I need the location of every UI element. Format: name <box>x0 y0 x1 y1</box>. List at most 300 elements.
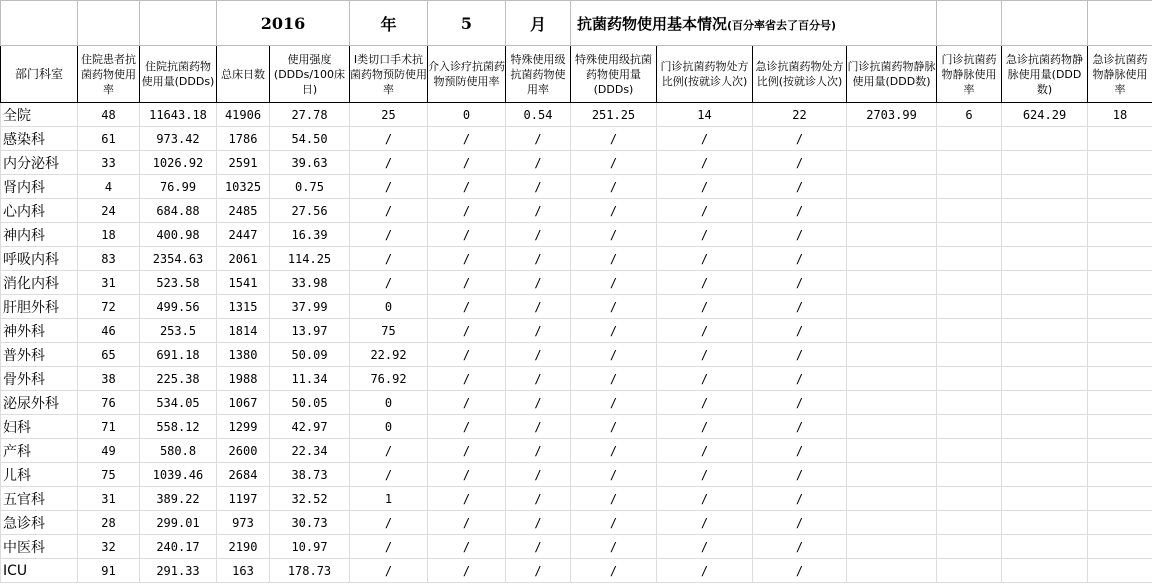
table-row <box>1 511 1152 535</box>
value-cell: 2703.99 <box>847 103 937 127</box>
value-cell <box>847 319 937 343</box>
value-cell: / <box>350 271 428 295</box>
value-cell <box>1002 319 1088 343</box>
value-cell: / <box>428 151 506 175</box>
value-cell <box>1088 295 1152 319</box>
value-cell <box>937 391 1002 415</box>
value-cell: 41906 <box>217 103 270 127</box>
value-cell <box>1088 271 1152 295</box>
value-cell: / <box>657 151 753 175</box>
value-cell: 49 <box>78 439 140 463</box>
value-cell: / <box>753 319 847 343</box>
value-cell: 534.05 <box>140 391 217 415</box>
value-cell: / <box>506 319 571 343</box>
value-cell: / <box>428 295 506 319</box>
title-note: (百分率省去了百分号) <box>727 18 837 32</box>
value-cell: 225.38 <box>140 367 217 391</box>
value-cell: / <box>657 127 753 151</box>
value-cell: / <box>506 175 571 199</box>
value-cell: / <box>753 295 847 319</box>
value-cell <box>847 439 937 463</box>
value-cell: / <box>571 415 657 439</box>
page-title <box>571 1 937 46</box>
department-cell: 中医科 <box>1 535 78 559</box>
value-cell <box>1002 511 1088 535</box>
value-cell: / <box>571 175 657 199</box>
value-cell: / <box>350 559 428 583</box>
value-cell: / <box>506 151 571 175</box>
department-cell: 普外科 <box>1 343 78 367</box>
value-cell: 1988 <box>217 367 270 391</box>
value-cell: / <box>428 271 506 295</box>
department-cell: 神外科 <box>1 319 78 343</box>
value-cell: / <box>753 559 847 583</box>
value-cell: 11643.18 <box>140 103 217 127</box>
value-cell: 178.73 <box>270 559 350 583</box>
value-cell: / <box>350 247 428 271</box>
value-cell: / <box>571 343 657 367</box>
value-cell <box>847 151 937 175</box>
value-cell <box>1088 511 1152 535</box>
value-cell: / <box>506 367 571 391</box>
value-cell: / <box>753 343 847 367</box>
value-cell: 75 <box>78 463 140 487</box>
value-cell: 400.98 <box>140 223 217 247</box>
table-row <box>1 319 1152 343</box>
department-cell: 妇科 <box>1 415 78 439</box>
table-row <box>1 103 1152 127</box>
value-cell: 46 <box>78 319 140 343</box>
value-cell <box>937 415 1002 439</box>
department-cell: 儿科 <box>1 463 78 487</box>
title-month: 5 <box>428 1 506 46</box>
value-cell <box>1088 199 1152 223</box>
value-cell: / <box>350 175 428 199</box>
value-cell <box>1002 415 1088 439</box>
department-cell: 骨外科 <box>1 367 78 391</box>
column-header: 门诊抗菌药物静脉使用率 <box>937 46 1002 103</box>
value-cell: / <box>506 223 571 247</box>
value-cell: 30.73 <box>270 511 350 535</box>
value-cell <box>847 295 937 319</box>
value-cell: 76.92 <box>350 367 428 391</box>
value-cell <box>847 175 937 199</box>
value-cell: / <box>428 343 506 367</box>
value-cell: / <box>506 511 571 535</box>
value-cell: / <box>428 247 506 271</box>
value-cell <box>847 127 937 151</box>
value-cell <box>1088 559 1152 583</box>
value-cell <box>937 343 1002 367</box>
value-cell: 18 <box>78 223 140 247</box>
value-cell: / <box>657 199 753 223</box>
value-cell: / <box>571 463 657 487</box>
department-cell: 全院 <box>1 103 78 127</box>
value-cell: 1380 <box>217 343 270 367</box>
value-cell: / <box>571 559 657 583</box>
value-cell: 4 <box>78 175 140 199</box>
value-cell <box>937 487 1002 511</box>
table-row <box>1 415 1152 439</box>
value-cell <box>1002 343 1088 367</box>
value-cell: 1197 <box>217 487 270 511</box>
table-row <box>1 367 1152 391</box>
column-header: 总床日数 <box>217 46 270 103</box>
value-cell: 32.52 <box>270 487 350 511</box>
value-cell: / <box>428 415 506 439</box>
column-header: 住院抗菌药物使用量(DDDs) <box>140 46 217 103</box>
value-cell: / <box>657 463 753 487</box>
value-cell: / <box>657 319 753 343</box>
value-cell: 523.58 <box>140 271 217 295</box>
value-cell <box>937 439 1002 463</box>
title-month-unit: 月 <box>506 1 571 46</box>
value-cell: / <box>350 199 428 223</box>
value-cell: 253.5 <box>140 319 217 343</box>
value-cell <box>847 343 937 367</box>
value-cell <box>1088 487 1152 511</box>
value-cell: 558.12 <box>140 415 217 439</box>
value-cell: 50.09 <box>270 343 350 367</box>
value-cell: / <box>350 439 428 463</box>
value-cell: 38 <box>78 367 140 391</box>
value-cell: 973.42 <box>140 127 217 151</box>
value-cell <box>847 487 937 511</box>
value-cell <box>847 271 937 295</box>
title-heading: 抗菌药物使用基本情况 <box>577 14 728 33</box>
value-cell: / <box>506 463 571 487</box>
value-cell <box>847 367 937 391</box>
value-cell <box>847 463 937 487</box>
value-cell: 499.56 <box>140 295 217 319</box>
value-cell: / <box>350 535 428 559</box>
value-cell: / <box>657 223 753 247</box>
value-cell: 72 <box>78 295 140 319</box>
value-cell: 16.39 <box>270 223 350 247</box>
value-cell: 1039.46 <box>140 463 217 487</box>
value-cell <box>1002 535 1088 559</box>
value-cell: 2684 <box>217 463 270 487</box>
value-cell <box>847 535 937 559</box>
value-cell: 1067 <box>217 391 270 415</box>
value-cell: / <box>753 535 847 559</box>
value-cell: / <box>657 439 753 463</box>
value-cell <box>847 415 937 439</box>
value-cell: / <box>657 175 753 199</box>
value-cell <box>937 559 1002 583</box>
value-cell: / <box>428 319 506 343</box>
header-row <box>1 46 1152 103</box>
department-cell: 内分泌科 <box>1 151 78 175</box>
value-cell <box>1088 247 1152 271</box>
value-cell <box>847 391 937 415</box>
department-cell: 产科 <box>1 439 78 463</box>
value-cell: / <box>571 487 657 511</box>
value-cell: 31 <box>78 271 140 295</box>
value-cell: / <box>350 463 428 487</box>
empty-cell <box>1088 1 1152 46</box>
value-cell <box>937 271 1002 295</box>
department-cell: 心内科 <box>1 199 78 223</box>
value-cell: / <box>571 319 657 343</box>
value-cell: / <box>571 127 657 151</box>
table-row <box>1 535 1152 559</box>
value-cell <box>937 295 1002 319</box>
table-row <box>1 127 1152 151</box>
column-header: 急诊抗菌药物处方比例(按就诊人次) <box>753 46 847 103</box>
value-cell: / <box>350 223 428 247</box>
table-row <box>1 343 1152 367</box>
value-cell: / <box>753 367 847 391</box>
value-cell: / <box>506 199 571 223</box>
value-cell: / <box>350 511 428 535</box>
value-cell: 11.34 <box>270 367 350 391</box>
empty-cell <box>1 1 78 46</box>
value-cell: / <box>571 295 657 319</box>
value-cell: / <box>571 223 657 247</box>
value-cell <box>1088 463 1152 487</box>
value-cell: / <box>753 463 847 487</box>
value-cell <box>1002 199 1088 223</box>
value-cell <box>847 223 937 247</box>
value-cell: / <box>753 511 847 535</box>
value-cell: 39.63 <box>270 151 350 175</box>
table-row <box>1 487 1152 511</box>
value-cell: / <box>657 391 753 415</box>
value-cell: 50.05 <box>270 391 350 415</box>
value-cell: / <box>753 223 847 247</box>
value-cell: 291.33 <box>140 559 217 583</box>
value-cell: 2354.63 <box>140 247 217 271</box>
title-year-unit: 年 <box>350 1 428 46</box>
value-cell <box>1088 223 1152 247</box>
value-cell: 28 <box>78 511 140 535</box>
department-cell: 肝胆外科 <box>1 295 78 319</box>
value-cell: 580.8 <box>140 439 217 463</box>
table-row <box>1 559 1152 583</box>
value-cell: 2447 <box>217 223 270 247</box>
value-cell: 2485 <box>217 199 270 223</box>
value-cell: 83 <box>78 247 140 271</box>
value-cell: / <box>657 247 753 271</box>
value-cell: / <box>506 343 571 367</box>
value-cell: / <box>571 151 657 175</box>
value-cell: 0 <box>350 415 428 439</box>
table-row <box>1 247 1152 271</box>
value-cell: 10.97 <box>270 535 350 559</box>
value-cell: 24 <box>78 199 140 223</box>
value-cell: / <box>657 487 753 511</box>
value-cell: 76.99 <box>140 175 217 199</box>
value-cell <box>847 199 937 223</box>
value-cell: / <box>428 535 506 559</box>
value-cell: 75 <box>350 319 428 343</box>
value-cell <box>1088 439 1152 463</box>
value-cell: / <box>428 439 506 463</box>
value-cell: / <box>571 271 657 295</box>
value-cell: / <box>506 127 571 151</box>
value-cell <box>1088 175 1152 199</box>
value-cell: 240.17 <box>140 535 217 559</box>
value-cell: 251.25 <box>571 103 657 127</box>
value-cell: / <box>657 559 753 583</box>
value-cell: / <box>657 367 753 391</box>
value-cell: 1299 <box>217 415 270 439</box>
value-cell: / <box>657 535 753 559</box>
value-cell: / <box>428 391 506 415</box>
empty-cell <box>140 1 217 46</box>
table-row <box>1 295 1152 319</box>
value-cell: 1315 <box>217 295 270 319</box>
value-cell: / <box>657 343 753 367</box>
table-row <box>1 223 1152 247</box>
value-cell: / <box>753 391 847 415</box>
department-cell: 神内科 <box>1 223 78 247</box>
value-cell: 0.54 <box>506 103 571 127</box>
value-cell: 61 <box>78 127 140 151</box>
department-cell: 五官科 <box>1 487 78 511</box>
value-cell: 18 <box>1088 103 1152 127</box>
value-cell <box>1002 391 1088 415</box>
column-header: 门诊抗菌药物处方比例(按就诊人次) <box>657 46 753 103</box>
value-cell: / <box>657 295 753 319</box>
value-cell: 6 <box>937 103 1002 127</box>
value-cell <box>1002 271 1088 295</box>
value-cell: / <box>428 511 506 535</box>
column-header: 急诊抗菌药物静脉使用率 <box>1088 46 1152 103</box>
department-cell: 肾内科 <box>1 175 78 199</box>
value-cell: 33 <box>78 151 140 175</box>
value-cell: 27.78 <box>270 103 350 127</box>
value-cell: / <box>753 199 847 223</box>
department-cell: ICU <box>1 559 78 583</box>
value-cell: / <box>753 271 847 295</box>
value-cell <box>847 511 937 535</box>
value-cell <box>937 511 1002 535</box>
value-cell: / <box>428 127 506 151</box>
value-cell: / <box>350 127 428 151</box>
value-cell: / <box>657 271 753 295</box>
column-header: 使用强度(DDDs/100床日) <box>270 46 350 103</box>
value-cell: / <box>657 511 753 535</box>
value-cell <box>937 367 1002 391</box>
value-cell <box>1088 367 1152 391</box>
value-cell: 299.01 <box>140 511 217 535</box>
title-year: 2016 <box>217 1 350 46</box>
value-cell <box>1088 319 1152 343</box>
value-cell <box>1002 367 1088 391</box>
value-cell: 10325 <box>217 175 270 199</box>
value-cell: 32 <box>78 535 140 559</box>
value-cell: 2591 <box>217 151 270 175</box>
value-cell: / <box>506 415 571 439</box>
value-cell: 31 <box>78 487 140 511</box>
value-cell: / <box>571 367 657 391</box>
column-header: 急诊抗菌药物静脉使用量(DDD数) <box>1002 46 1088 103</box>
value-cell: / <box>571 199 657 223</box>
value-cell: 1814 <box>217 319 270 343</box>
value-cell: 0 <box>350 391 428 415</box>
value-cell: 54.50 <box>270 127 350 151</box>
department-cell: 急诊科 <box>1 511 78 535</box>
department-cell: 泌尿外科 <box>1 391 78 415</box>
value-cell: 2061 <box>217 247 270 271</box>
value-cell: 42.97 <box>270 415 350 439</box>
table-row <box>1 199 1152 223</box>
value-cell <box>1002 487 1088 511</box>
value-cell: / <box>506 391 571 415</box>
value-cell: 1786 <box>217 127 270 151</box>
department-cell: 呼吸内科 <box>1 247 78 271</box>
value-cell <box>1088 415 1152 439</box>
value-cell <box>1088 151 1152 175</box>
value-cell: 0 <box>428 103 506 127</box>
value-cell: / <box>428 559 506 583</box>
value-cell: / <box>506 535 571 559</box>
value-cell: 22.34 <box>270 439 350 463</box>
value-cell: 71 <box>78 415 140 439</box>
value-cell: 624.29 <box>1002 103 1088 127</box>
column-header: 介入诊疗抗菌药物预防使用率 <box>428 46 506 103</box>
value-cell: 2600 <box>217 439 270 463</box>
value-cell: / <box>571 391 657 415</box>
value-cell: 22 <box>753 103 847 127</box>
value-cell: / <box>506 439 571 463</box>
value-cell <box>937 463 1002 487</box>
value-cell: 48 <box>78 103 140 127</box>
value-cell: 76 <box>78 391 140 415</box>
value-cell: 1 <box>350 487 428 511</box>
value-cell <box>1002 559 1088 583</box>
value-cell: / <box>428 199 506 223</box>
value-cell: / <box>753 175 847 199</box>
value-cell: 65 <box>78 343 140 367</box>
value-cell <box>1088 343 1152 367</box>
value-cell <box>937 199 1002 223</box>
value-cell <box>1002 223 1088 247</box>
value-cell: 0.75 <box>270 175 350 199</box>
value-cell: / <box>506 295 571 319</box>
table-row <box>1 151 1152 175</box>
value-cell: / <box>657 415 753 439</box>
value-cell: / <box>571 247 657 271</box>
value-cell <box>847 559 937 583</box>
value-cell: 389.22 <box>140 487 217 511</box>
value-cell: / <box>753 151 847 175</box>
value-cell: 2190 <box>217 535 270 559</box>
value-cell: 163 <box>217 559 270 583</box>
column-header: I类切口手术抗菌药物预防使用率 <box>350 46 428 103</box>
empty-cell <box>1002 1 1088 46</box>
value-cell: / <box>571 439 657 463</box>
table-row <box>1 391 1152 415</box>
value-cell <box>1088 391 1152 415</box>
value-cell: / <box>428 223 506 247</box>
value-cell: 1026.92 <box>140 151 217 175</box>
table-row <box>1 175 1152 199</box>
value-cell <box>937 223 1002 247</box>
value-cell: 684.88 <box>140 199 217 223</box>
value-cell: / <box>753 127 847 151</box>
column-header: 特殊使用级抗菌药物使用量(DDDs) <box>571 46 657 103</box>
value-cell <box>1088 535 1152 559</box>
empty-cell <box>937 1 1002 46</box>
column-header: 特殊使用级抗菌药物使用率 <box>506 46 571 103</box>
value-cell: / <box>350 151 428 175</box>
value-cell: / <box>428 175 506 199</box>
value-cell: / <box>571 535 657 559</box>
value-cell: 91 <box>78 559 140 583</box>
